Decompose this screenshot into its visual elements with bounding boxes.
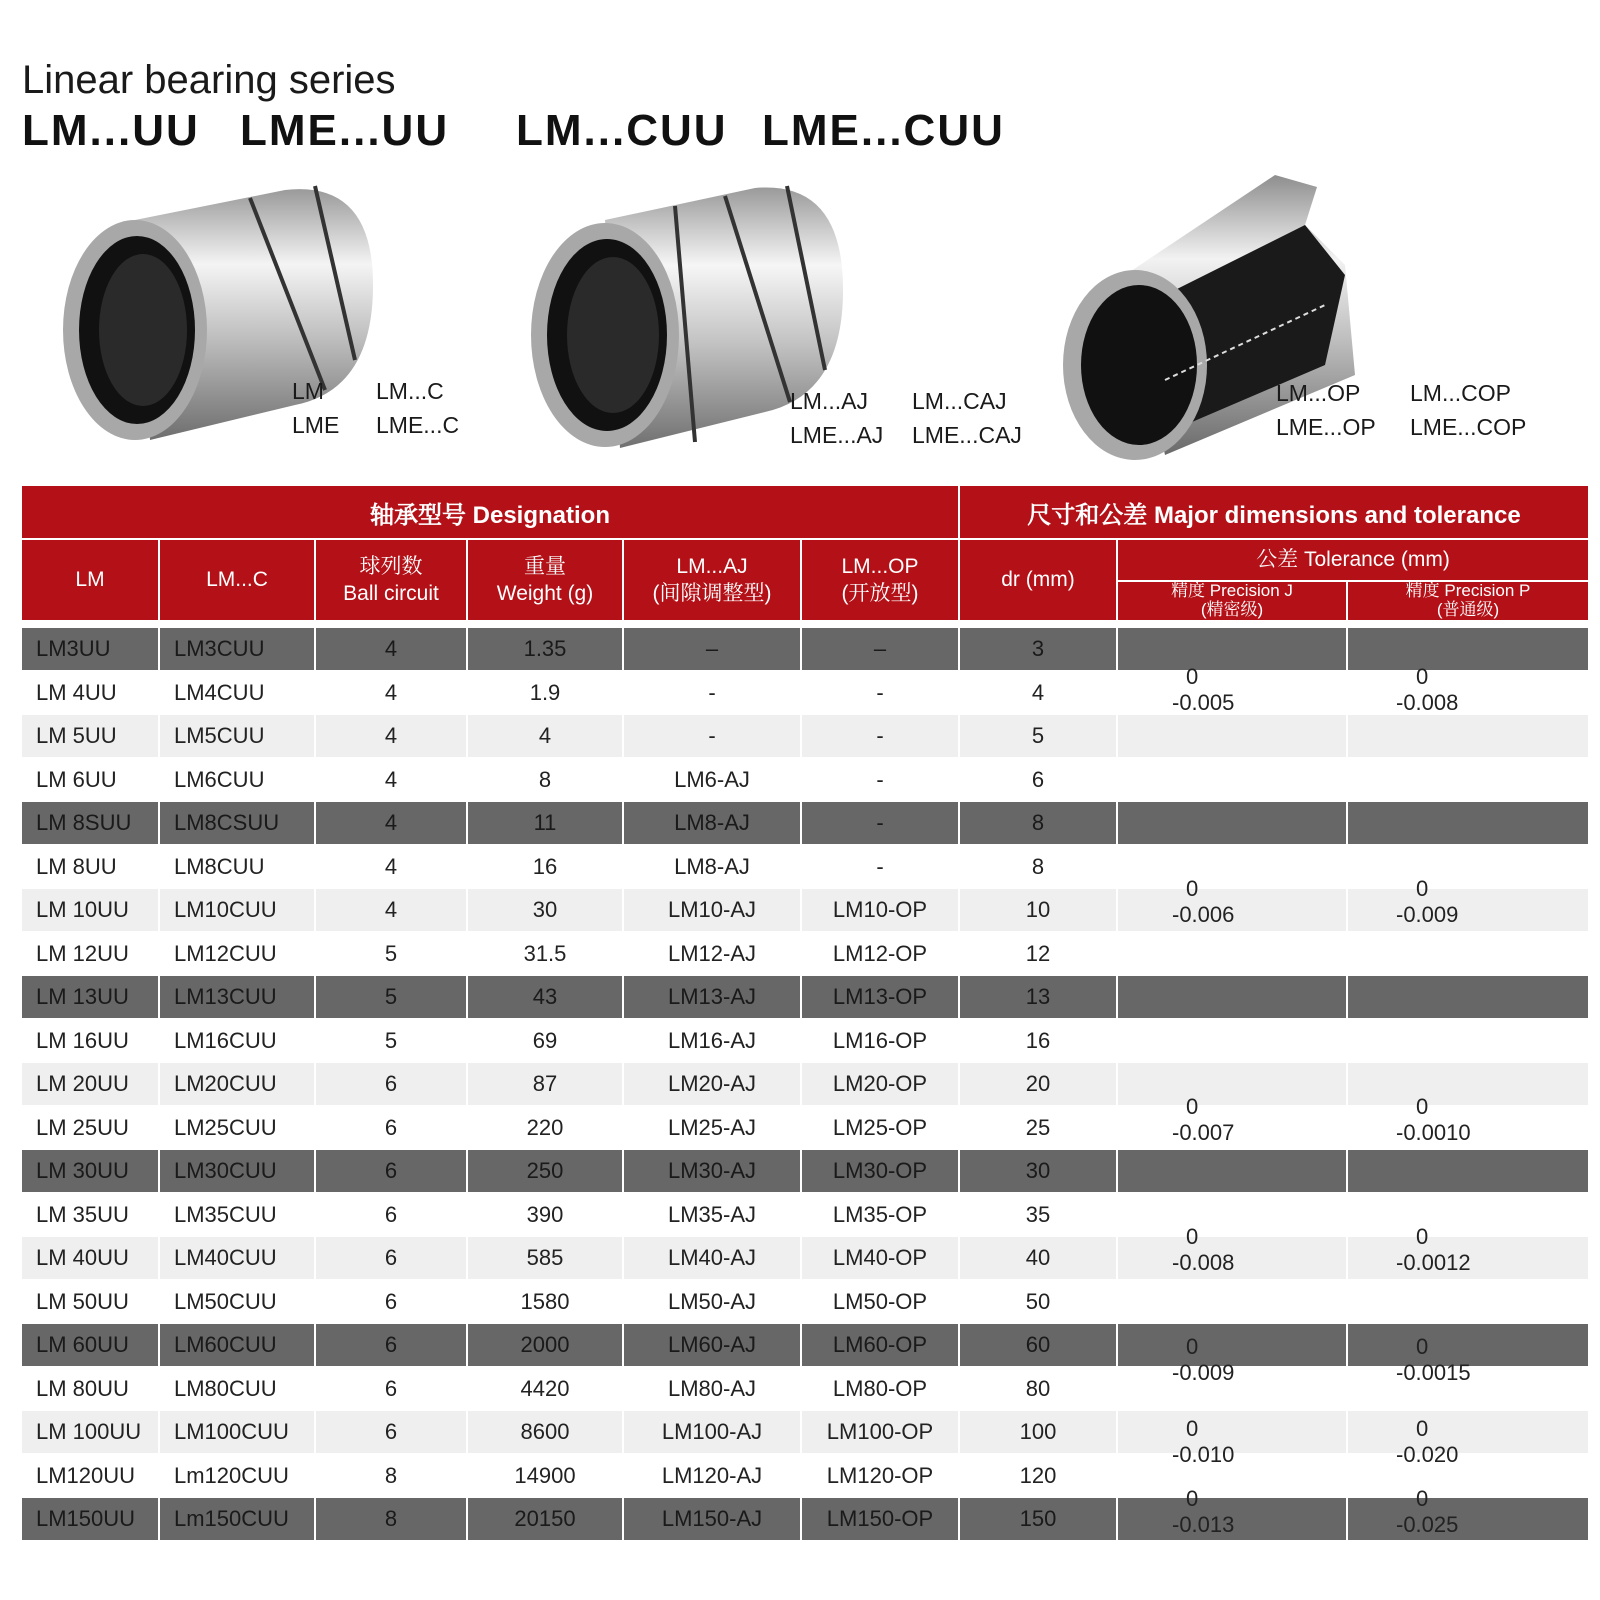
- cell-dr: 60: [960, 1324, 1116, 1366]
- cell-lmc: LM13CUU: [160, 976, 314, 1018]
- image2-label-1: LM...AJ: [790, 388, 868, 414]
- cell-lmc: Lm120CUU: [160, 1455, 314, 1497]
- cell-lm: LM 25UU: [22, 1107, 158, 1149]
- cell-op: LM16-OP: [802, 1020, 958, 1062]
- cell-weight: 87: [468, 1063, 622, 1105]
- col-header-ball-en: Ball circuit: [343, 582, 439, 605]
- tol-p-lower: -0.025: [1396, 1512, 1459, 1537]
- table-row: [22, 1281, 1588, 1323]
- cell-dr: 13: [960, 976, 1116, 1018]
- table-row: [22, 1063, 1588, 1105]
- cell-tolerance: [1118, 759, 1346, 801]
- cell-weight: 31.5: [468, 933, 622, 975]
- tol-p-lower: -0.020: [1396, 1442, 1459, 1467]
- cell-lmc: LM12CUU: [160, 933, 314, 975]
- cell-op: LM50-OP: [802, 1281, 958, 1323]
- cell-dr: 12: [960, 933, 1116, 975]
- col-header-op: [802, 540, 958, 620]
- cell-dr: 20: [960, 1063, 1116, 1105]
- cell-dr: 4: [960, 672, 1116, 714]
- cell-ball: 5: [316, 1020, 466, 1062]
- cell-weight: 4420: [468, 1368, 622, 1410]
- col-header-precision-p: [1348, 582, 1588, 620]
- cell-ball: 8: [316, 1455, 466, 1497]
- col-header-aj-cn: (间隙调整型): [652, 582, 772, 605]
- cell-weight: 16: [468, 846, 622, 888]
- tol-p-upper: 0: [1416, 1094, 1429, 1119]
- cell-weight: 43: [468, 976, 622, 1018]
- cell-op: LM13-OP: [802, 976, 958, 1018]
- cell-lm: LM 4UU: [22, 672, 158, 714]
- tol-j-lower: -0.013: [1172, 1512, 1235, 1537]
- cell-weight: 20150: [468, 1498, 622, 1540]
- tol-j-upper: 0: [1186, 1486, 1199, 1511]
- tol-j-lower: -0.008: [1172, 1250, 1235, 1275]
- table-row: [22, 715, 1588, 757]
- cell-lm: LM 13UU: [22, 976, 158, 1018]
- cell-weight: 2000: [468, 1324, 622, 1366]
- cell-tolerance: [1118, 802, 1346, 844]
- tol-j-lower: -0.009: [1172, 1360, 1235, 1385]
- cell-weight: 8: [468, 759, 622, 801]
- tol-p-lower: -0.009: [1396, 902, 1459, 927]
- cell-lmc: LM30CUU: [160, 1150, 314, 1192]
- tol-j-upper: 0: [1186, 664, 1199, 689]
- cell-lm: LM 20UU: [22, 1063, 158, 1105]
- cell-lm: LM 80UU: [22, 1368, 158, 1410]
- table-row: [22, 802, 1588, 844]
- table-row: [22, 933, 1588, 975]
- cell-dr: 30: [960, 1150, 1116, 1192]
- tol-j-lower: -0.007: [1172, 1120, 1235, 1145]
- cell-aj: LM30-AJ: [624, 1150, 800, 1192]
- cell-dr: 35: [960, 1194, 1116, 1236]
- cell-lmc: Lm150CUU: [160, 1498, 314, 1540]
- tol-j-upper: 0: [1186, 876, 1199, 901]
- cell-tolerance: [1348, 715, 1588, 757]
- tol-j-upper: 0: [1186, 1224, 1199, 1249]
- cell-weight: 14900: [468, 1455, 622, 1497]
- cell-weight: 30: [468, 889, 622, 931]
- cell-op: -: [802, 759, 958, 801]
- cell-lmc: LM60CUU: [160, 1324, 314, 1366]
- header-dimensions: 尺寸和公差 Major dimensions and tolerance: [960, 486, 1588, 538]
- cell-weight: 1.35: [468, 628, 622, 670]
- image1-label-2: LM...C: [376, 378, 444, 404]
- cell-weight: 8600: [468, 1411, 622, 1453]
- cell-aj: LM60-AJ: [624, 1324, 800, 1366]
- series-code-3: LM...CUU: [516, 106, 728, 155]
- cell-tolerance: [1348, 1455, 1588, 1497]
- cell-dr: 25: [960, 1107, 1116, 1149]
- cell-aj: LM25-AJ: [624, 1107, 800, 1149]
- tol-j-upper: 0: [1186, 1094, 1199, 1119]
- col-header-ball-cn: 球列数: [359, 554, 423, 578]
- col-header-dr: dr (mm): [960, 540, 1116, 620]
- cell-aj: LM6-AJ: [624, 759, 800, 801]
- cell-aj: LM8-AJ: [624, 846, 800, 888]
- cell-dr: 10: [960, 889, 1116, 931]
- cell-weight: 250: [468, 1150, 622, 1192]
- cell-aj: –: [624, 628, 800, 670]
- table-row: [22, 1455, 1588, 1497]
- cell-op: LM60-OP: [802, 1324, 958, 1366]
- tol-p-lower: -0.0012: [1396, 1250, 1471, 1275]
- table-row: [22, 1150, 1588, 1192]
- cell-tolerance: [1348, 1194, 1588, 1236]
- cell-ball: 6: [316, 1237, 466, 1279]
- cell-lmc: LM3CUU: [160, 628, 314, 670]
- cell-weight: 4: [468, 715, 622, 757]
- col-header-aj: [624, 540, 800, 620]
- cell-op: LM10-OP: [802, 889, 958, 931]
- col-header-weight-cn: 重量: [524, 554, 566, 578]
- series-code-4: LME...CUU: [762, 106, 1005, 155]
- cell-op: LM35-OP: [802, 1194, 958, 1236]
- tol-p-lower: -0.0010: [1396, 1120, 1471, 1145]
- image3-label-2: LM...COP: [1410, 380, 1511, 406]
- col-header-weight: [468, 540, 622, 620]
- cell-ball: 4: [316, 628, 466, 670]
- cell-weight: 585: [468, 1237, 622, 1279]
- cell-lm: LM 50UU: [22, 1281, 158, 1323]
- cell-dr: 80: [960, 1368, 1116, 1410]
- cell-tolerance: [1118, 715, 1346, 757]
- cell-weight: 11: [468, 802, 622, 844]
- cell-op: LM120-OP: [802, 1455, 958, 1497]
- page-title: Linear bearing series: [22, 58, 396, 102]
- cell-op: LM12-OP: [802, 933, 958, 975]
- tol-j-upper: 0: [1186, 1416, 1199, 1441]
- table-row: [22, 1498, 1588, 1540]
- cell-tolerance: [1348, 976, 1588, 1018]
- table-row: [22, 1368, 1588, 1410]
- cell-ball: 6: [316, 1411, 466, 1453]
- cell-tolerance: [1348, 933, 1588, 975]
- cell-tolerance: [1348, 1411, 1588, 1453]
- tol-p-upper: 0: [1416, 1224, 1429, 1249]
- cell-weight: 220: [468, 1107, 622, 1149]
- image1-label-4: LME...C: [376, 412, 460, 438]
- cell-ball: 4: [316, 715, 466, 757]
- cell-lm: LM 35UU: [22, 1194, 158, 1236]
- col-header-precision-p-en: 精度 Precision P: [1405, 581, 1531, 601]
- cell-weight: 69: [468, 1020, 622, 1062]
- cell-dr: 40: [960, 1237, 1116, 1279]
- cell-weight: 1.9: [468, 672, 622, 714]
- cell-op: LM20-OP: [802, 1063, 958, 1105]
- cell-ball: 5: [316, 933, 466, 975]
- cell-aj: LM50-AJ: [624, 1281, 800, 1323]
- cell-lm: LM 5UU: [22, 715, 158, 757]
- cell-aj: LM16-AJ: [624, 1020, 800, 1062]
- tol-p-upper: 0: [1416, 1416, 1429, 1441]
- cell-aj: LM120-AJ: [624, 1455, 800, 1497]
- cell-tolerance: [1118, 1194, 1346, 1236]
- image2-label-4: LME...CAJ: [912, 422, 1022, 448]
- image1-label-3: LME: [292, 412, 340, 438]
- cell-lm: LM120UU: [22, 1455, 158, 1497]
- cell-dr: 8: [960, 846, 1116, 888]
- cell-aj: LM80-AJ: [624, 1368, 800, 1410]
- table-row: [22, 1324, 1588, 1366]
- image2-label-2: LM...CAJ: [912, 388, 1007, 414]
- cell-op: LM40-OP: [802, 1237, 958, 1279]
- cell-aj: LM8-AJ: [624, 802, 800, 844]
- tol-j-lower: -0.010: [1172, 1442, 1235, 1467]
- table-row: [22, 976, 1588, 1018]
- cell-tolerance: [1118, 976, 1346, 1018]
- cell-lmc: LM16CUU: [160, 1020, 314, 1062]
- tol-p-upper: 0: [1416, 664, 1429, 689]
- col-header-ball: [316, 540, 466, 620]
- cell-tolerance: [1348, 1281, 1588, 1323]
- cell-tolerance: [1118, 1020, 1346, 1062]
- cell-aj: LM150-AJ: [624, 1498, 800, 1540]
- series-code-1: LM...UU: [22, 106, 200, 155]
- cell-ball: 6: [316, 1063, 466, 1105]
- cell-ball: 5: [316, 976, 466, 1018]
- col-header-lmc: LM...C: [160, 540, 314, 620]
- cell-lm: LM 6UU: [22, 759, 158, 801]
- cell-aj: LM100-AJ: [624, 1411, 800, 1453]
- cell-lmc: LM8CSUU: [160, 802, 314, 844]
- col-header-precision-j: [1118, 582, 1346, 620]
- cell-ball: 4: [316, 889, 466, 931]
- cell-ball: 6: [316, 1107, 466, 1149]
- cell-op: -: [802, 802, 958, 844]
- cell-ball: 6: [316, 1194, 466, 1236]
- tol-p-lower: -0.0015: [1396, 1360, 1471, 1385]
- cell-op: LM80-OP: [802, 1368, 958, 1410]
- col-header-op-en: LM...OP: [841, 554, 919, 578]
- col-header-precision-p-cn: (普通级): [1436, 600, 1500, 619]
- cell-ball: 4: [316, 759, 466, 801]
- cell-tolerance: [1348, 1063, 1588, 1105]
- cell-tolerance: [1348, 1020, 1588, 1062]
- cell-ball: 6: [316, 1324, 466, 1366]
- table-row: [22, 1411, 1588, 1453]
- cell-lmc: LM6CUU: [160, 759, 314, 801]
- cell-tolerance: [1118, 846, 1346, 888]
- cell-ball: 4: [316, 672, 466, 714]
- tol-j-lower: -0.006: [1172, 902, 1235, 927]
- cell-dr: 16: [960, 1020, 1116, 1062]
- cell-tolerance: [1348, 628, 1588, 670]
- cell-tolerance: [1118, 1281, 1346, 1323]
- cell-ball: 6: [316, 1368, 466, 1410]
- col-header-op-cn: (开放型): [841, 582, 919, 605]
- col-header-lm: LM: [22, 540, 158, 620]
- image3-label-1: LM...OP: [1276, 380, 1361, 406]
- cell-weight: 390: [468, 1194, 622, 1236]
- cell-lmc: LM5CUU: [160, 715, 314, 757]
- cell-tolerance: [1348, 672, 1588, 714]
- cell-lm: LM150UU: [22, 1498, 158, 1540]
- table-row: [22, 1237, 1588, 1279]
- cell-lmc: LM50CUU: [160, 1281, 314, 1323]
- cell-op: -: [802, 846, 958, 888]
- cell-tolerance: [1348, 759, 1588, 801]
- cell-weight: 1580: [468, 1281, 622, 1323]
- tol-j-upper: 0: [1186, 1334, 1199, 1359]
- table-row: [22, 672, 1588, 714]
- cell-tolerance: [1348, 889, 1588, 931]
- cell-lm: LM 8UU: [22, 846, 158, 888]
- tol-p-upper: 0: [1416, 876, 1429, 901]
- cell-ball: 4: [316, 846, 466, 888]
- cell-tolerance: [1348, 846, 1588, 888]
- cell-aj: LM35-AJ: [624, 1194, 800, 1236]
- cell-op: -: [802, 715, 958, 757]
- cell-ball: 8: [316, 1498, 466, 1540]
- table-row: [22, 1194, 1588, 1236]
- cell-lm: LM 100UU: [22, 1411, 158, 1453]
- cell-op: LM100-OP: [802, 1411, 958, 1453]
- cell-lmc: LM25CUU: [160, 1107, 314, 1149]
- cell-op: LM150-OP: [802, 1498, 958, 1540]
- cell-lmc: LM4CUU: [160, 672, 314, 714]
- col-header-precision-j-en: 精度 Precision J: [1171, 581, 1293, 601]
- cell-aj: LM10-AJ: [624, 889, 800, 931]
- cell-lmc: LM8CUU: [160, 846, 314, 888]
- cell-lmc: LM35CUU: [160, 1194, 314, 1236]
- table-row: [22, 846, 1588, 888]
- image3-label-3: LME...OP: [1276, 414, 1376, 440]
- cell-dr: 5: [960, 715, 1116, 757]
- image3-label-4: LME...COP: [1410, 414, 1527, 440]
- cell-op: LM25-OP: [802, 1107, 958, 1149]
- cell-dr: 6: [960, 759, 1116, 801]
- table-row: [22, 889, 1588, 931]
- cell-lmc: LM20CUU: [160, 1063, 314, 1105]
- cell-lm: LM 30UU: [22, 1150, 158, 1192]
- cell-aj: LM40-AJ: [624, 1237, 800, 1279]
- cell-ball: 6: [316, 1150, 466, 1192]
- cell-lmc: LM100CUU: [160, 1411, 314, 1453]
- cell-dr: 3: [960, 628, 1116, 670]
- cell-dr: 8: [960, 802, 1116, 844]
- cell-tolerance: [1348, 1150, 1588, 1192]
- cell-aj: -: [624, 715, 800, 757]
- tol-p-lower: -0.008: [1396, 690, 1459, 715]
- cell-lm: LM 16UU: [22, 1020, 158, 1062]
- cell-tolerance: [1348, 802, 1588, 844]
- cell-tolerance: [1118, 628, 1346, 670]
- cell-lm: LM 8SUU: [22, 802, 158, 844]
- col-header-aj-en: LM...AJ: [676, 554, 748, 578]
- cell-lm: LM 10UU: [22, 889, 158, 931]
- table-row: [22, 628, 1588, 670]
- cell-aj: LM20-AJ: [624, 1063, 800, 1105]
- cell-lm: LM 60UU: [22, 1324, 158, 1366]
- cell-dr: 150: [960, 1498, 1116, 1540]
- cell-tolerance: [1118, 933, 1346, 975]
- tol-p-upper: 0: [1416, 1486, 1429, 1511]
- tol-p-upper: 0: [1416, 1334, 1429, 1359]
- cell-aj: LM12-AJ: [624, 933, 800, 975]
- cell-ball: 6: [316, 1281, 466, 1323]
- cell-lm: LM3UU: [22, 628, 158, 670]
- tol-j-lower: -0.005: [1172, 690, 1235, 715]
- cell-op: -: [802, 672, 958, 714]
- series-code-2: LME...UU: [240, 106, 450, 155]
- cell-aj: LM13-AJ: [624, 976, 800, 1018]
- table-row: [22, 759, 1588, 801]
- cell-lmc: LM80CUU: [160, 1368, 314, 1410]
- cell-tolerance: [1348, 1498, 1588, 1540]
- col-header-tolerance: 公差 Tolerance (mm): [1118, 540, 1588, 580]
- cell-lm: LM 12UU: [22, 933, 158, 975]
- cell-dr: 50: [960, 1281, 1116, 1323]
- cell-ball: 4: [316, 802, 466, 844]
- header-designation: 轴承型号 Designation: [22, 486, 958, 538]
- cell-lmc: LM40CUU: [160, 1237, 314, 1279]
- table-row: [22, 1020, 1588, 1062]
- image2-label-3: LME...AJ: [790, 422, 884, 448]
- cell-dr: 120: [960, 1455, 1116, 1497]
- col-header-weight-en: Weight (g): [496, 582, 594, 605]
- cell-lmc: LM10CUU: [160, 889, 314, 931]
- cell-dr: 100: [960, 1411, 1116, 1453]
- cell-aj: -: [624, 672, 800, 714]
- cell-lm: LM 40UU: [22, 1237, 158, 1279]
- image1-label-1: LM: [292, 378, 324, 404]
- col-header-precision-j-cn: (精密级): [1200, 600, 1264, 619]
- cell-tolerance: [1118, 1063, 1346, 1105]
- table-row: [22, 1107, 1588, 1149]
- cell-op: LM30-OP: [802, 1150, 958, 1192]
- cell-tolerance: [1118, 1150, 1346, 1192]
- cell-op: –: [802, 628, 958, 670]
